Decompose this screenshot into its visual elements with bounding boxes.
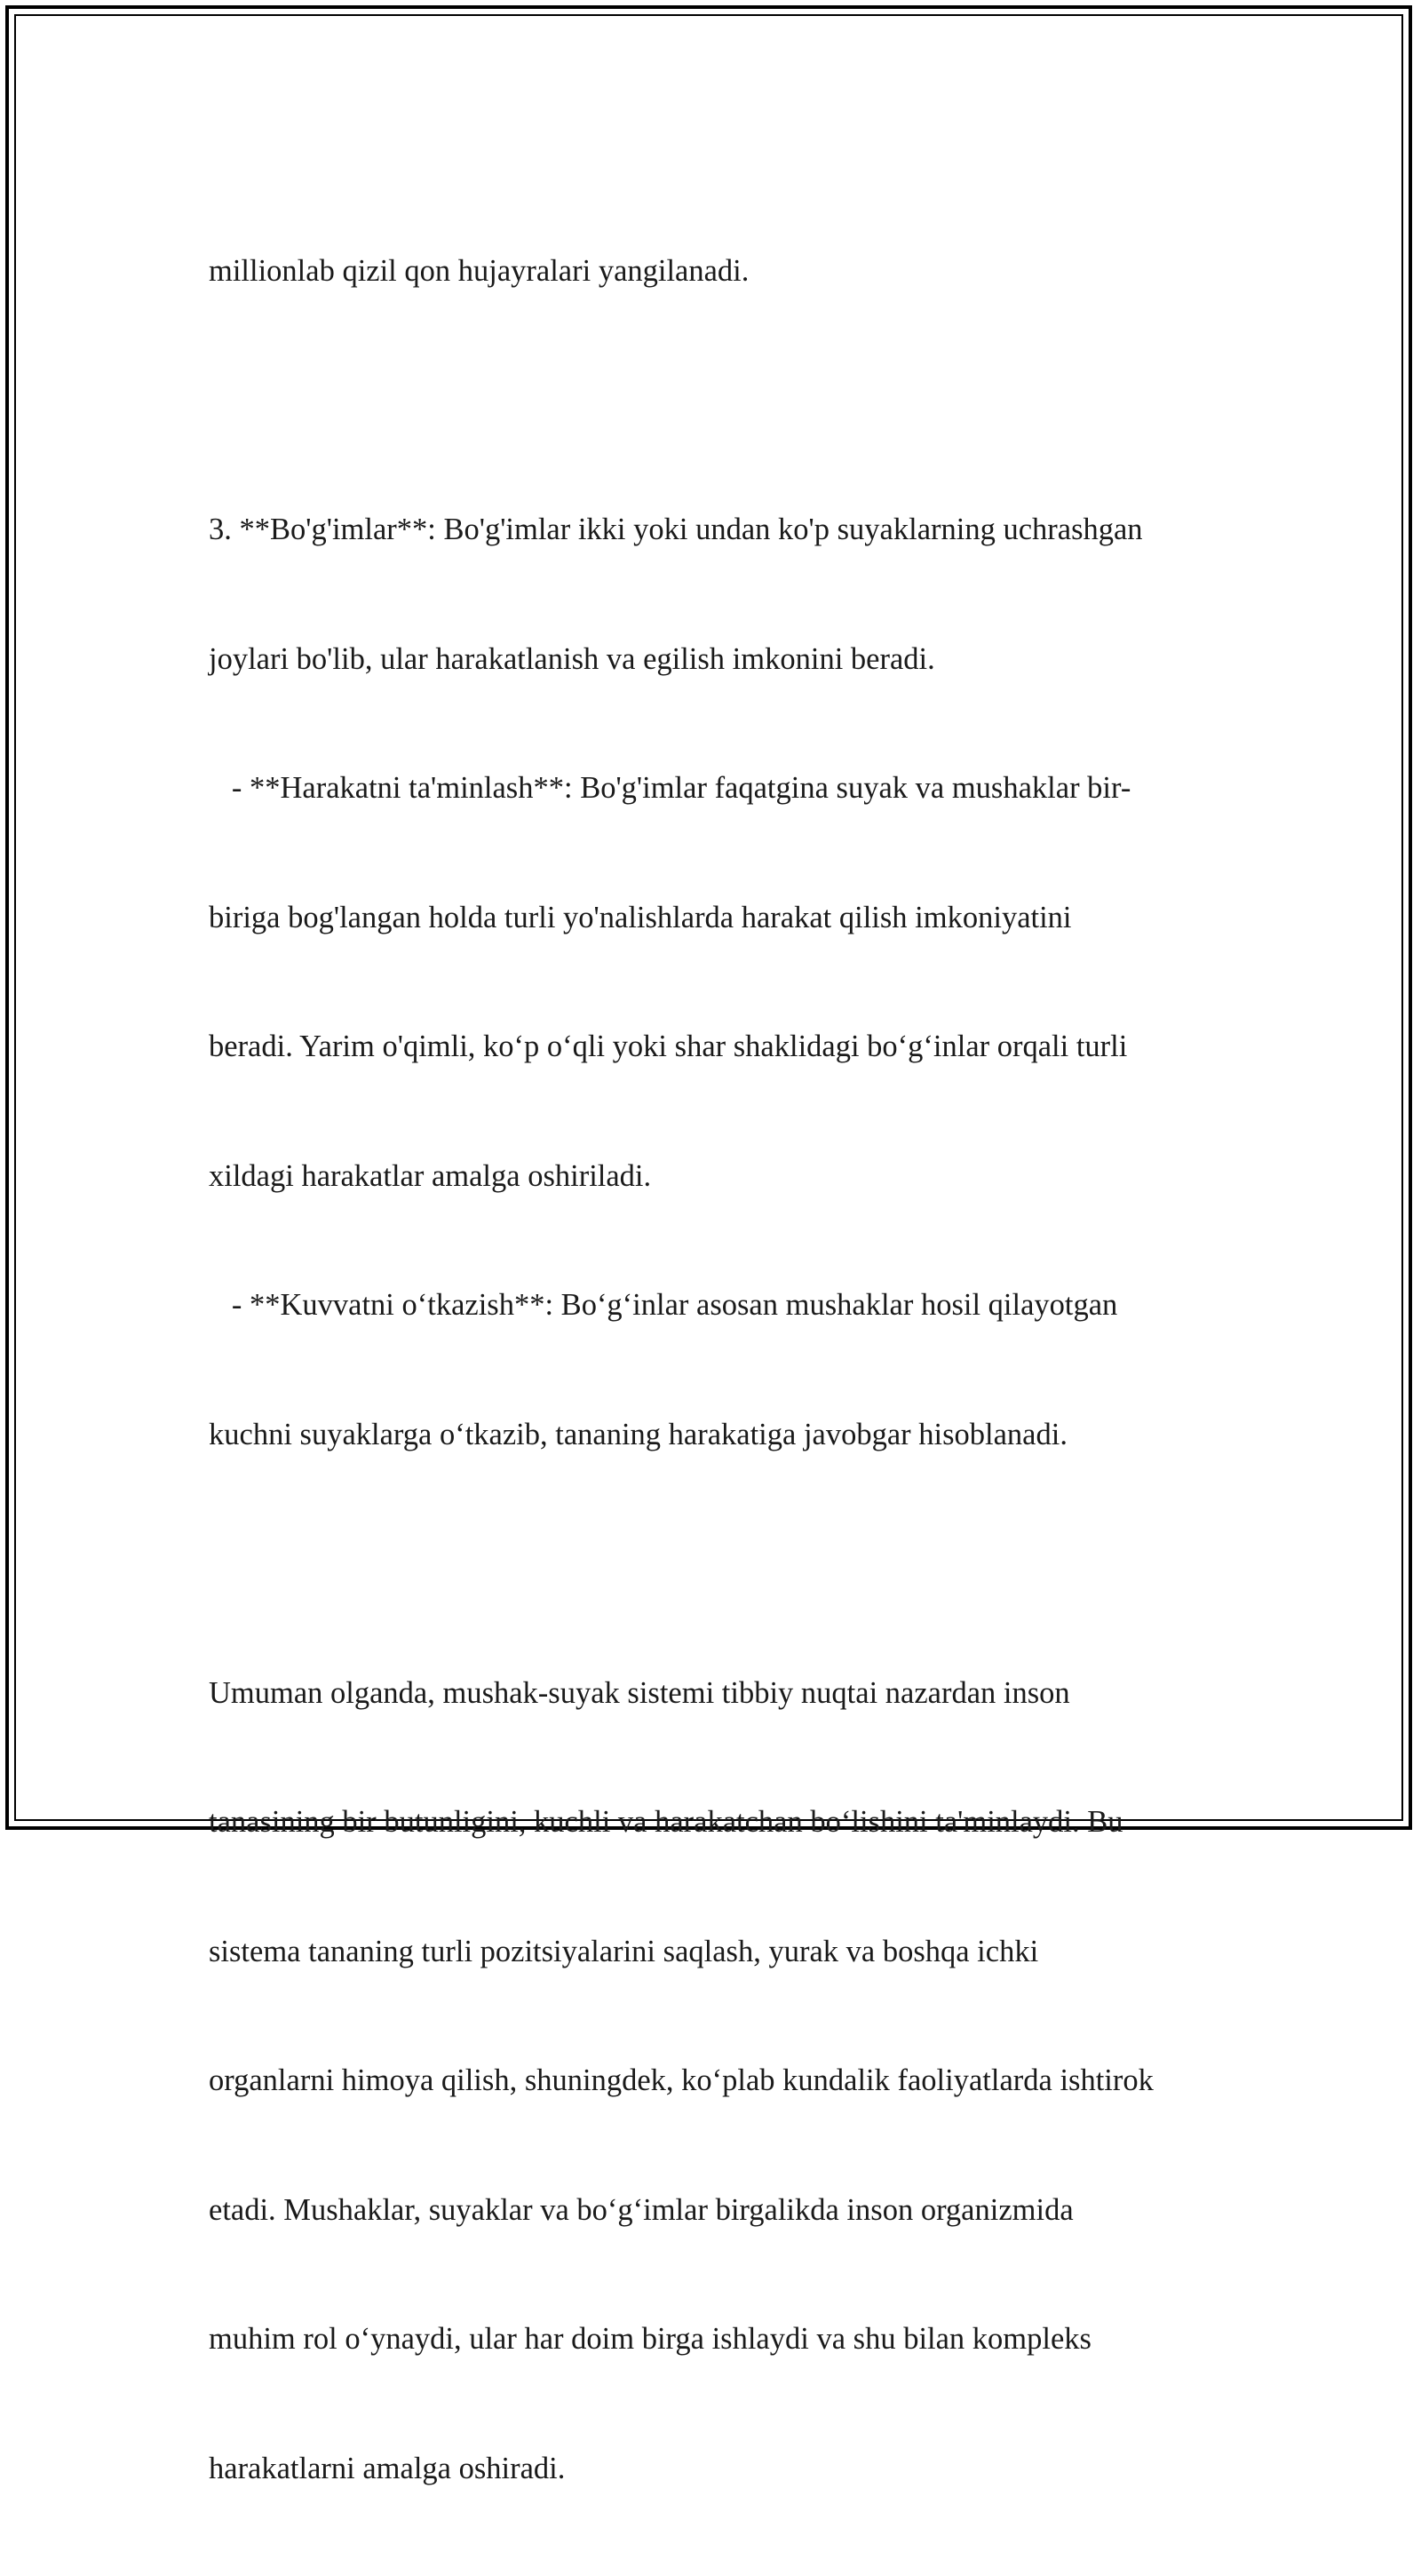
text-line: kuchni suyaklarga o‘tkazib, tananing harakatiga javobgar hisoblanadi.: [209, 1413, 1239, 1457]
text-line: millionlab qizil qon hujayralari yangilanadi.: [209, 250, 1239, 293]
text-line: biriga bog'langan holda turli yo'nalishlarda harakat qilish imkoniyatini: [209, 896, 1239, 940]
document-body: [209, 163, 1239, 2576]
paragraph-continuation: [209, 163, 1239, 379]
text-line: - **Harakatni ta'minlash**: Bo'g'imlar faqatgina suyak va mushaklar bir-: [209, 767, 1239, 810]
text-line: 3. **Bo'g'imlar**: Bo'g'imlar ikki yoki undan ko'p suyaklarning uchrashgan: [209, 508, 1239, 552]
text-line: muhim rol o‘ynaydi, ular har doim birga ishlaydi va shu bilan kompleks: [209, 2318, 1239, 2361]
paragraph-gap: [209, 379, 1239, 423]
text-line: - **Kuvvatni o‘tkazish**: Bo‘g‘inlar asosan mushaklar hosil qilayotgan: [209, 1284, 1239, 1327]
text-line: joylari bo'lib, ular harakatlanish va egilish imkonini beradi.: [209, 638, 1239, 681]
text-line: organlarni himoya qilish, shuningdek, ko‘plab kundalik faoliyatlarda ishtirok: [209, 2059, 1239, 2103]
paragraph-joints: [209, 422, 1239, 1542]
text-line: beradi. Yarim o'qimli, ko‘p o‘qli yoki shar shaklidagi bo‘g‘inlar orqali turli: [209, 1025, 1239, 1069]
text-line: etadi. Mushaklar, suyaklar va bo‘g‘imlar birgalikda inson organizmida: [209, 2189, 1239, 2232]
paragraph-gap: [209, 1542, 1239, 1586]
text-line: xildagi harakatlar amalga oshiriladi.: [209, 1155, 1239, 1198]
text-line: Umuman olganda, mushak-suyak sistemi tibbiy nuqtai nazardan inson: [209, 1672, 1239, 1715]
text-line: tanasining bir butunligini, kuchli va harakatchan bo‘lishini ta'minlaydi. Bu: [209, 1801, 1239, 1844]
text-line: sistema tananing turli pozitsiyalarini saqlash, yurak va boshqa ichki: [209, 1930, 1239, 1974]
paragraph-conclusion: [209, 1586, 1239, 2576]
text-line: harakatlarni amalga oshiradi.: [209, 2447, 1239, 2491]
